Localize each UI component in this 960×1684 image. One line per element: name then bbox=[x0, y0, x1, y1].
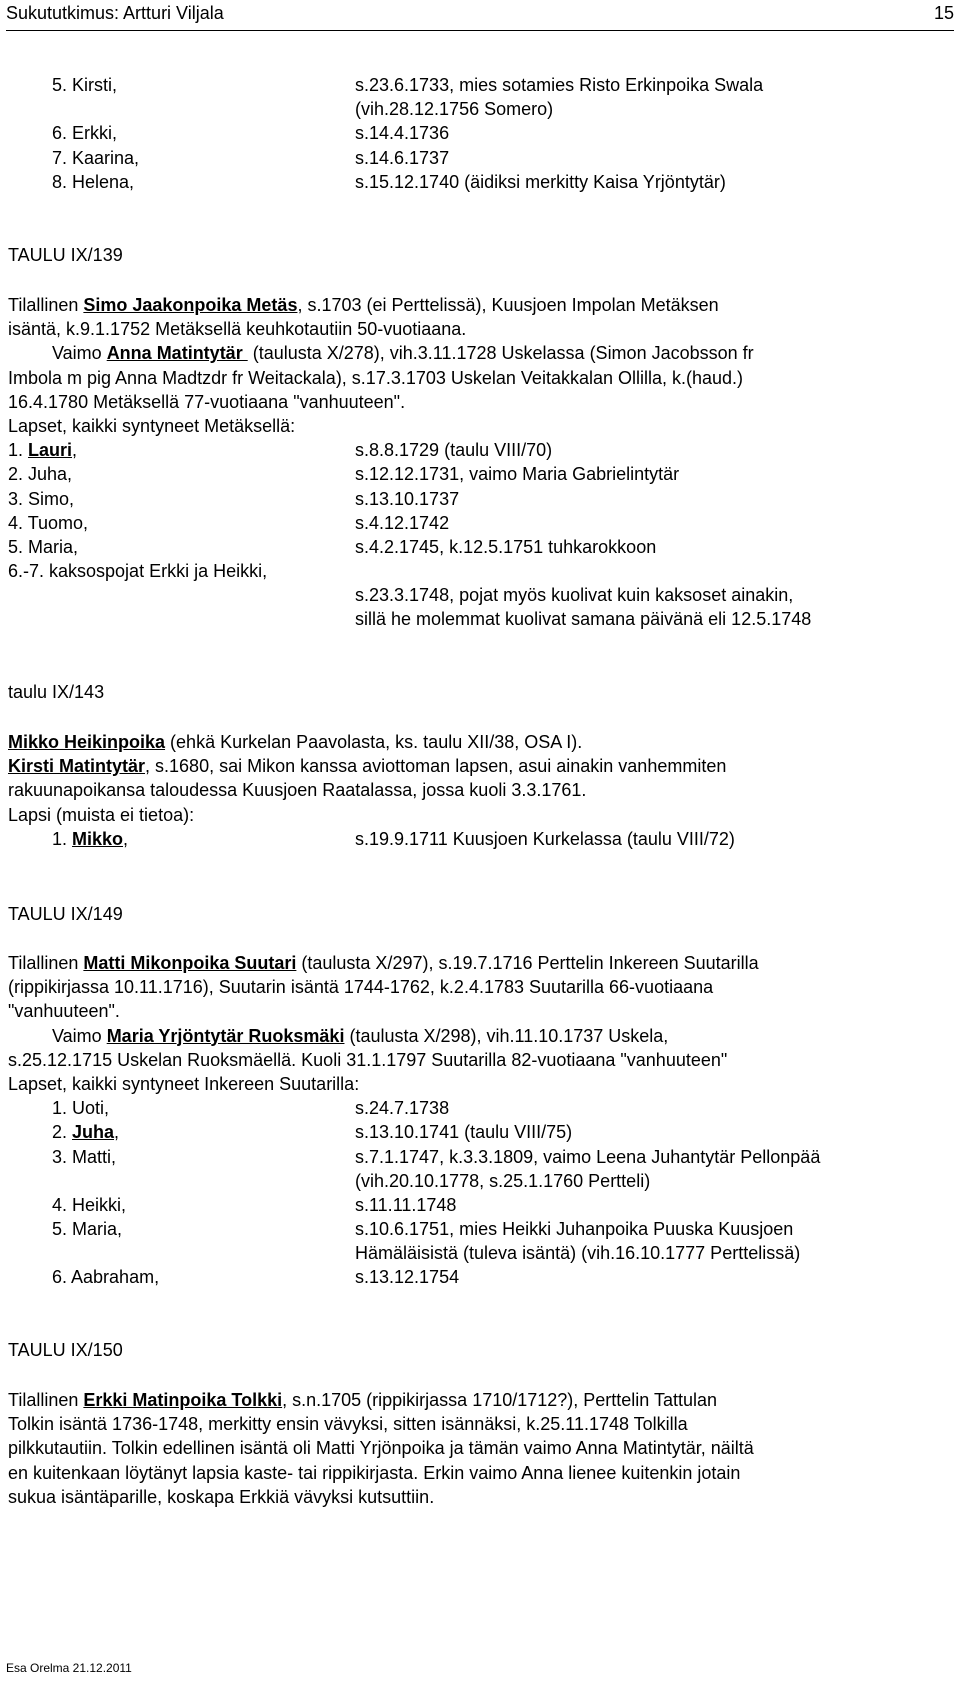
father-details: (ehkä Kurkelan Paavolasta, ks. taulu XII/38, OSA I). bbox=[165, 732, 583, 752]
list-item bbox=[8, 827, 952, 851]
owner-prefix: Tilallinen bbox=[8, 295, 84, 315]
child-label: 3. Simo, bbox=[8, 488, 75, 509]
section-heading: TAULU IX/149 bbox=[8, 904, 123, 924]
text-line: (rippikirjassa 10.11.1716), Suutarin isäntä 1744-1762, k.2.4.1783 Suutarilla 66-vuotiaana bbox=[8, 977, 714, 998]
child-label: 6.-7. kaksospojat Erkki ja Heikki, bbox=[8, 561, 268, 582]
list-item bbox=[8, 1096, 952, 1120]
mother-details: , s.1680, sai Mikon kanssa aviottoman lapsen, asui ainakin vanhemmiten bbox=[145, 756, 727, 777]
child-label: 4. Tuomo, bbox=[8, 512, 89, 533]
owner-line bbox=[8, 1388, 952, 1412]
section-heading: TAULU IX/150 bbox=[8, 1340, 123, 1360]
section-body-ix-150 bbox=[8, 1388, 952, 1509]
section-body-ix-139 bbox=[8, 293, 952, 632]
child-label: 8. Helena, bbox=[52, 171, 135, 192]
list-item bbox=[8, 97, 952, 121]
person-name: Mikko bbox=[72, 828, 124, 849]
child-label: 5. Maria, bbox=[8, 536, 79, 557]
owner-prefix: Tilallinen bbox=[8, 953, 84, 973]
person-name: Lauri bbox=[28, 440, 73, 461]
list-item bbox=[8, 1169, 952, 1193]
text-line: en kuitenkaan löytänyt lapsia kaste- tai rippikirjasta. Erkin vaimo Anna lienee kuitenkin jotain bbox=[8, 1462, 741, 1483]
person-name: Anna Matintytär bbox=[106, 343, 248, 364]
wife-line bbox=[8, 341, 952, 365]
list-item bbox=[8, 607, 952, 631]
children-title: Lapsi (muista ei tietoa): bbox=[8, 804, 195, 825]
child-label: 3. Matti, bbox=[52, 1146, 117, 1167]
owner-prefix: Tilallinen bbox=[8, 1390, 84, 1410]
text-line: 16.4.1780 Metäksellä 77-vuotiaana "vanhuuteen". bbox=[8, 391, 406, 412]
section-heading: taulu IX/143 bbox=[8, 682, 105, 702]
text-line: sukua isäntäparille, koskapa Erkkiä vävyksi kutsuttiin. bbox=[8, 1486, 435, 1507]
page-header bbox=[6, 0, 954, 31]
list-item bbox=[8, 462, 952, 486]
owner-line bbox=[8, 293, 952, 317]
child-label: 4. Heikki, bbox=[52, 1194, 127, 1215]
child-details: sillä he molemmat kuolivat samana päivänä eli 12.5.1748 bbox=[355, 609, 812, 630]
text-line: "vanhuuteen". bbox=[8, 1001, 120, 1022]
person-name: Simo Jaakonpoika Metäs bbox=[83, 295, 298, 315]
child-details: s.13.10.1741 (taulu VIII/75) bbox=[355, 1122, 573, 1143]
list-item bbox=[8, 1193, 952, 1217]
person-name: Erkki Matinpoika Tolkki bbox=[83, 1390, 283, 1410]
page-number: 15 bbox=[933, 3, 954, 23]
child-details: (vih.20.10.1778, s.25.1.1760 Pertteli) bbox=[355, 1170, 651, 1191]
wife-prefix: Vaimo bbox=[52, 1025, 107, 1046]
children-title: Lapset, kaikki syntyneet Inkereen Suutarilla: bbox=[8, 1073, 360, 1094]
text-line: s.25.12.1715 Uskelan Ruoksmäellä. Kuoli 31.1.1797 Suutarilla 82-vuotiaana "vanhuuteen" bbox=[8, 1049, 728, 1070]
child-details: s.4.12.1742 bbox=[355, 512, 450, 533]
section-heading-ix-139 bbox=[8, 243, 952, 267]
child-details: s.23.6.1733, mies sotamies Risto Erkinpoika Swala bbox=[355, 75, 764, 95]
child-details: s.14.6.1737 bbox=[355, 147, 450, 168]
text-line: Tolkin isäntä 1736-1748, merkitty ensin vävyksi, sitten isännäksi, k.25.11.1748 Tolkilla bbox=[8, 1414, 688, 1435]
child-details: s.12.12.1731, vaimo Maria Gabrielintytär bbox=[355, 464, 680, 485]
child-label: 1. Uoti, bbox=[52, 1098, 110, 1119]
child-details: s.19.9.1711 Kuusjoen Kurkelassa (taulu VIII/72) bbox=[355, 828, 735, 849]
child-number: 2. bbox=[52, 1122, 73, 1143]
section-heading-ix-143 bbox=[8, 680, 952, 704]
person-name: Mikko Heikinpoika bbox=[8, 732, 166, 752]
child-details: s.7.1.1747, k.3.3.1809, vaimo Leena Juhantytär Pellonpää bbox=[355, 1146, 821, 1167]
list-item bbox=[8, 1120, 952, 1144]
list-item bbox=[8, 511, 952, 535]
child-label: 5. Maria, bbox=[52, 1219, 123, 1240]
page-footer: Esa Orelma 21.12.2011 bbox=[6, 1661, 132, 1675]
child-details: (vih.28.12.1756 Somero) bbox=[355, 99, 554, 120]
section-heading-ix-150 bbox=[8, 1338, 952, 1362]
child-details: s.15.12.1740 (äidiksi merkitty Kaisa Yrjöntytär) bbox=[355, 171, 726, 192]
list-item bbox=[8, 1241, 952, 1265]
list-item bbox=[8, 1217, 952, 1241]
list-item bbox=[8, 487, 952, 511]
child-suffix: , bbox=[123, 828, 129, 849]
wife-details: (taulusta X/278), vih.3.11.1728 Uskelassa (Simon Jacobsson fr bbox=[247, 343, 754, 364]
child-label: 2. Juha, bbox=[8, 464, 73, 485]
child-number: 1. bbox=[8, 440, 29, 461]
children-list-continued bbox=[8, 73, 952, 194]
child-suffix: , bbox=[72, 440, 78, 461]
children-title: Lapset, kaikki syntyneet Metäksellä: bbox=[8, 415, 296, 436]
child-details: s.10.6.1751, mies Heikki Juhanpoika Puuska Kuusjoen bbox=[355, 1219, 794, 1240]
section-body-ix-149 bbox=[8, 951, 952, 1290]
list-item bbox=[8, 73, 952, 97]
child-details: s.23.3.1748, pojat myös kuolivat kuin kaksoset ainakin, bbox=[355, 585, 794, 606]
child-label: 6. Aabraham, bbox=[52, 1267, 160, 1288]
text-line: Imbola m pig Anna Madtzdr fr Weitackala), s.17.3.1703 Uskelan Veitakkalan Ollilla, k.(haud.) bbox=[8, 367, 744, 388]
list-item bbox=[8, 559, 952, 583]
owner-details: , s.n.1705 (rippikirjassa 1710/1712?), Perttelin Tattulan bbox=[282, 1390, 718, 1410]
wife-details: (taulusta X/298), vih.11.10.1737 Uskela, bbox=[344, 1025, 669, 1046]
owner-details: (taulusta X/297), s.19.7.1716 Perttelin Inkereen Suutarilla bbox=[296, 953, 759, 973]
person-name: Juha bbox=[72, 1122, 115, 1143]
section-heading-ix-149 bbox=[8, 902, 952, 926]
person-name: Kirsti Matintytär bbox=[8, 756, 146, 777]
section-body-ix-143 bbox=[8, 730, 952, 851]
child-details: Hämäläisistä (tuleva isäntä) (vih.16.10.1777 Perttelissä) bbox=[355, 1243, 801, 1264]
owner-details: , s.1703 (ei Perttelissä), Kuusjoen Impolan Metäksen bbox=[297, 295, 719, 315]
list-item bbox=[8, 438, 952, 462]
child-details: s.4.2.1745, k.12.5.1751 tuhkarokkoon bbox=[355, 536, 657, 557]
person-name: Matti Mikonpoika Suutari bbox=[83, 953, 297, 973]
father-line bbox=[8, 730, 952, 754]
list-item bbox=[8, 535, 952, 559]
child-label: 7. Kaarina, bbox=[52, 147, 140, 168]
child-details: s.11.11.1748 bbox=[355, 1194, 457, 1215]
child-details: s.14.4.1736 bbox=[355, 123, 450, 144]
owner-line bbox=[8, 951, 952, 975]
text-line: pilkkutautiin. Tolkin edellinen isäntä oli Matti Yrjönpoika ja tämän vaimo Anna Matintytär, näiltä bbox=[8, 1438, 754, 1459]
list-item bbox=[8, 170, 952, 194]
list-item bbox=[8, 1145, 952, 1169]
section-heading: TAULU IX/139 bbox=[8, 245, 123, 265]
person-name: Maria Yrjöntytär Ruoksmäki bbox=[106, 1025, 345, 1046]
child-details: s.13.10.1737 bbox=[355, 488, 460, 509]
text-line: isäntä, k.9.1.1752 Metäksellä keuhkotautiin 50-vuotiaana. bbox=[8, 319, 467, 340]
text-line: rakuunapoikansa taloudessa Kuusjoen Raatalassa, jossa kuoli 3.3.1761. bbox=[8, 780, 587, 801]
child-suffix: , bbox=[114, 1122, 120, 1143]
wife-prefix: Vaimo bbox=[52, 343, 107, 364]
child-details: s.13.12.1754 bbox=[355, 1267, 460, 1288]
document-title: Sukututkimus: Artturi Viljala bbox=[6, 3, 224, 23]
list-item bbox=[8, 146, 952, 170]
child-label: 6. Erkki, bbox=[52, 123, 118, 144]
list-item bbox=[8, 1265, 952, 1289]
child-details: s.24.7.1738 bbox=[355, 1098, 450, 1119]
wife-line bbox=[8, 1024, 952, 1048]
child-label: 5. Kirsti, bbox=[52, 75, 118, 95]
child-details: s.8.8.1729 (taulu VIII/70) bbox=[355, 440, 553, 461]
list-item bbox=[8, 121, 952, 145]
child-number: 1. bbox=[52, 828, 73, 849]
mother-line bbox=[8, 754, 952, 778]
list-item bbox=[8, 583, 952, 607]
